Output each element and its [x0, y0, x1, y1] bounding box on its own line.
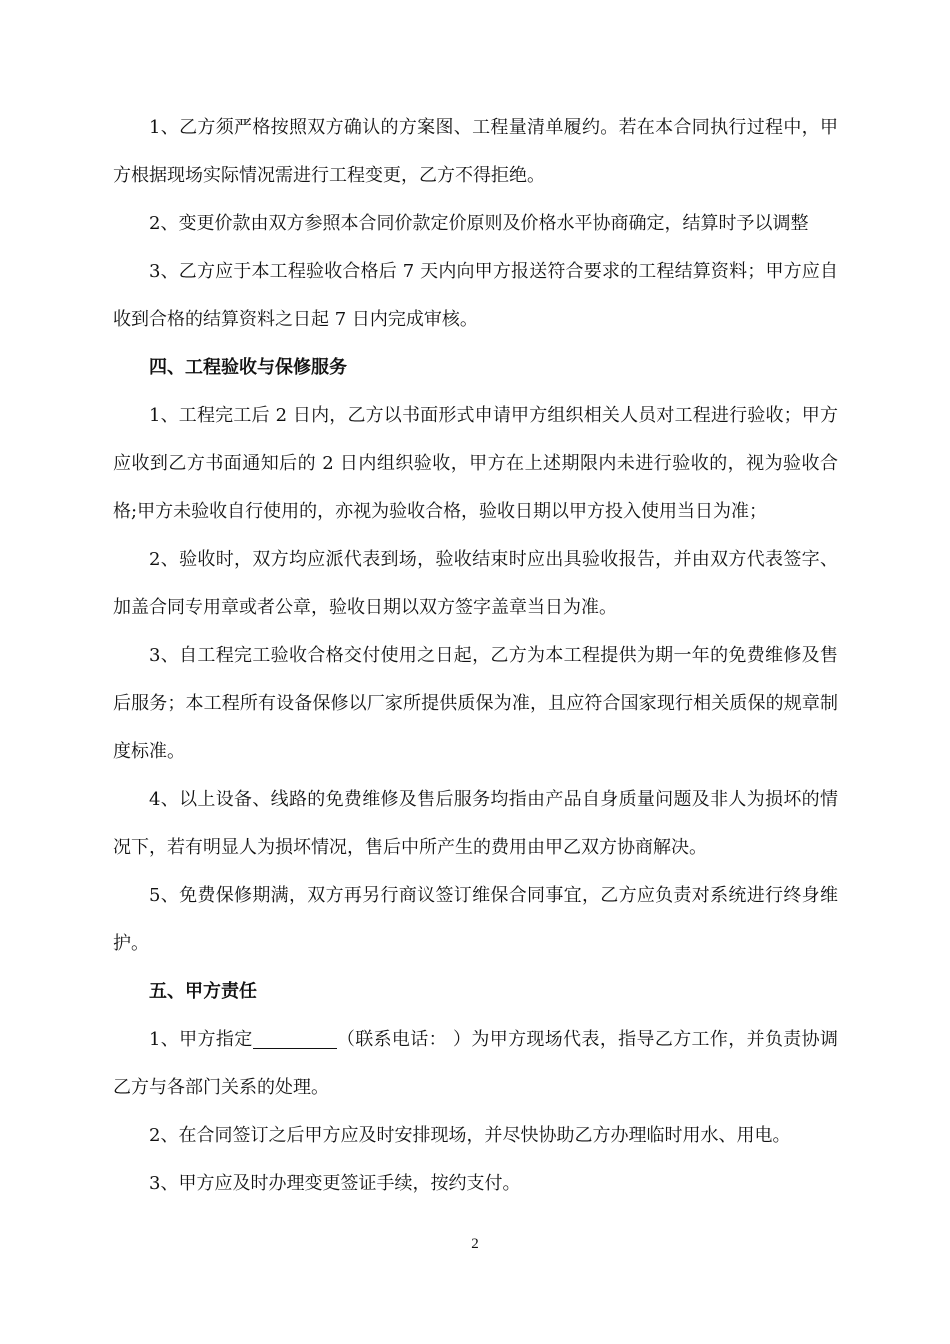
paragraph — [113, 1016, 838, 1112]
paragraph: 1、乙方须严格按照双方确认的方案图、工程量清单履约。若在本合同执行过程中，甲方根据现场实际情况需进行工程变更，乙方不得拒绝。 — [113, 117, 838, 186]
section4-clause-1 — [113, 392, 838, 536]
paragraph: 4、以上设备、线路的免费维修及售后服务均指由产品自身质量问题及非人为损坏的情况下，若有明显人为损坏情况，售后中所产生的费用由甲乙双方协商解决。 — [113, 789, 838, 858]
fill-in-blank — [253, 1028, 337, 1049]
paragraph: 2、验收时，双方均应派代表到场，验收结束时应出具验收报告，并由双方代表签字、加盖合同专用章或者公章，验收日期以双方签字盖章当日为准。 — [113, 549, 838, 618]
section4-clause-2 — [113, 536, 838, 632]
section5-clause-3 — [113, 1160, 838, 1208]
clause-suffix: （联系电话： ）为甲方现场代表，指导乙方工作，并负责协调乙方与各部门关系的处理。 — [113, 1029, 838, 1098]
section3-clause-1 — [113, 104, 838, 200]
section-heading: 五、甲方责任 — [149, 981, 257, 1002]
paragraph: 3、乙方应于本工程验收合格后 7 天内向甲方报送符合要求的工程结算资料；甲方应自收到合格的结算资料之日起 7 日内完成审核。 — [113, 261, 838, 330]
paragraph: 5、免费保修期满，双方再另行商议签订维保合同事宜，乙方应负责对系统进行终身维护。 — [113, 885, 838, 954]
section4-clause-4 — [113, 776, 838, 872]
section4-clause-3 — [113, 632, 838, 776]
section5-clause-2 — [113, 1112, 838, 1160]
section5-clause-1 — [113, 1016, 838, 1112]
section3-clause-2 — [113, 200, 838, 248]
section3-clause-3 — [113, 248, 838, 344]
section-heading: 四、工程验收与保修服务 — [149, 357, 347, 378]
section4-clause-5 — [113, 872, 838, 968]
section4-heading — [113, 344, 838, 392]
page-number: 2 — [471, 1236, 479, 1252]
section5-heading — [113, 968, 838, 1016]
paragraph: 3、自工程完工验收合格交付使用之日起，乙方为本工程提供为期一年的免费维修及售后服务；本工程所有设备保修以厂家所提供质保为准，且应符合国家现行相关质保的规章制度标准。 — [113, 645, 838, 762]
paragraph: 2、变更价款由双方参照本合同价款定价原则及价格水平协商确定，结算时予以调整 — [149, 213, 809, 234]
clause-prefix: 1、甲方指定 — [149, 1029, 253, 1050]
paragraph: 2、在合同签订之后甲方应及时安排现场，并尽快协助乙方办理临时用水、用电。 — [149, 1125, 791, 1146]
paragraph: 3、甲方应及时办理变更签证手续，按约支付。 — [149, 1173, 521, 1194]
paragraph: 1、工程完工后 2 日内，乙方以书面形式申请甲方组织相关人员对工程进行验收；甲方应收到乙方书面通知后的 2 日内组织验收，甲方在上述期限内未进行验收的，视为验收合格;甲方未验收自行使用的，亦视为验收合格，验收日期以甲方投入使用当日为准； — [113, 405, 838, 522]
